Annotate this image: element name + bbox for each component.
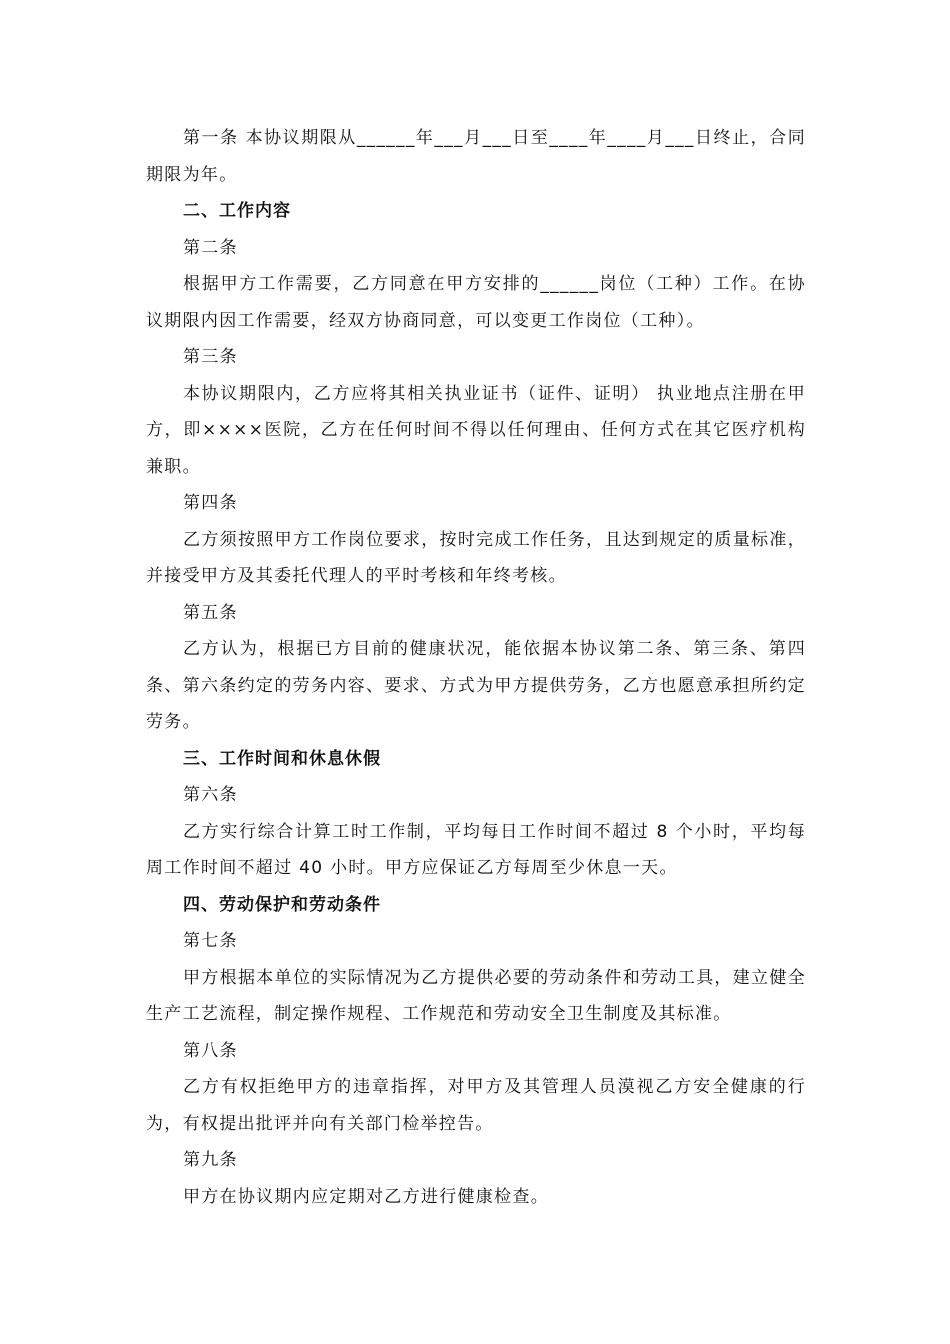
article-6-title: 第六条 [183,785,238,805]
section-heading-work-content: 二、工作内容 [183,201,291,221]
article-4-title: 第四条 [183,493,238,513]
article-5-text: 乙方认为，根据已方目前的健康状况，能依据本协议第二条、第三条、第四条、第六条约定的劳务内容、要求、方式为甲方提供劳务，乙方也愿意承担所约定劳务。 [146,639,806,732]
section-heading-labor-protection: 四、劳动保护和劳动条件 [183,894,381,915]
article-8-text: 乙方有权拒绝甲方的违章指挥，对甲方及其管理人员漠视乙方安全健康的行为，有权提出批评并向有关部门检举控告。 [146,1077,806,1134]
article-3-title: 第三条 [183,347,238,367]
article-7-title: 第七条 [183,931,238,951]
article-2-title: 第二条 [183,237,238,258]
document-body [146,120,806,1215]
article-8-title: 第八条 [183,1040,238,1061]
article-2-text: 根据甲方工作需要，乙方同意在甲方安排的______岗位（工种）工作。在协议期限内因工作需要，经双方协商同意，可以变更工作岗位（工种）。 [146,274,806,331]
article-7-text: 甲方根据本单位的实际情况为乙方提供必要的劳动条件和劳动工具，建立健全生产工艺流程，制定操作规程、工作规范和劳动安全卫生制度及其标准。 [146,967,806,1024]
article-9-text: 甲方在协议期内应定期对乙方进行健康检查。 [183,1186,549,1207]
article-6-text: 乙方实行综合计算工时工作制，平均每日工作时间不超过 8 个小时，平均每周工作时间不超过 40 小时。甲方应保证乙方每周至少休息一天。 [146,821,806,878]
article-3-text: 本协议期限内，乙方应将其相关执业证书（证件、证明） 执业地点注册在甲方，即××××医院，乙方在任何时间不得以任何理由、任何方式在其它医疗机构兼职。 [146,383,806,477]
article-9-title: 第九条 [183,1150,238,1170]
section-heading-work-hours: 三、工作时间和休息休假 [183,748,381,769]
article-4-text: 乙方须按照甲方工作岗位要求，按时完成工作任务，且达到规定的质量标准，并接受甲方及其委托代理人的平时考核和年终考核。 [146,529,806,586]
clause-1-term: 第一条 本协议期限从______年___月___日至____年____月___日终止，合同期限为年。 [146,128,806,185]
article-5-title: 第五条 [183,602,238,623]
